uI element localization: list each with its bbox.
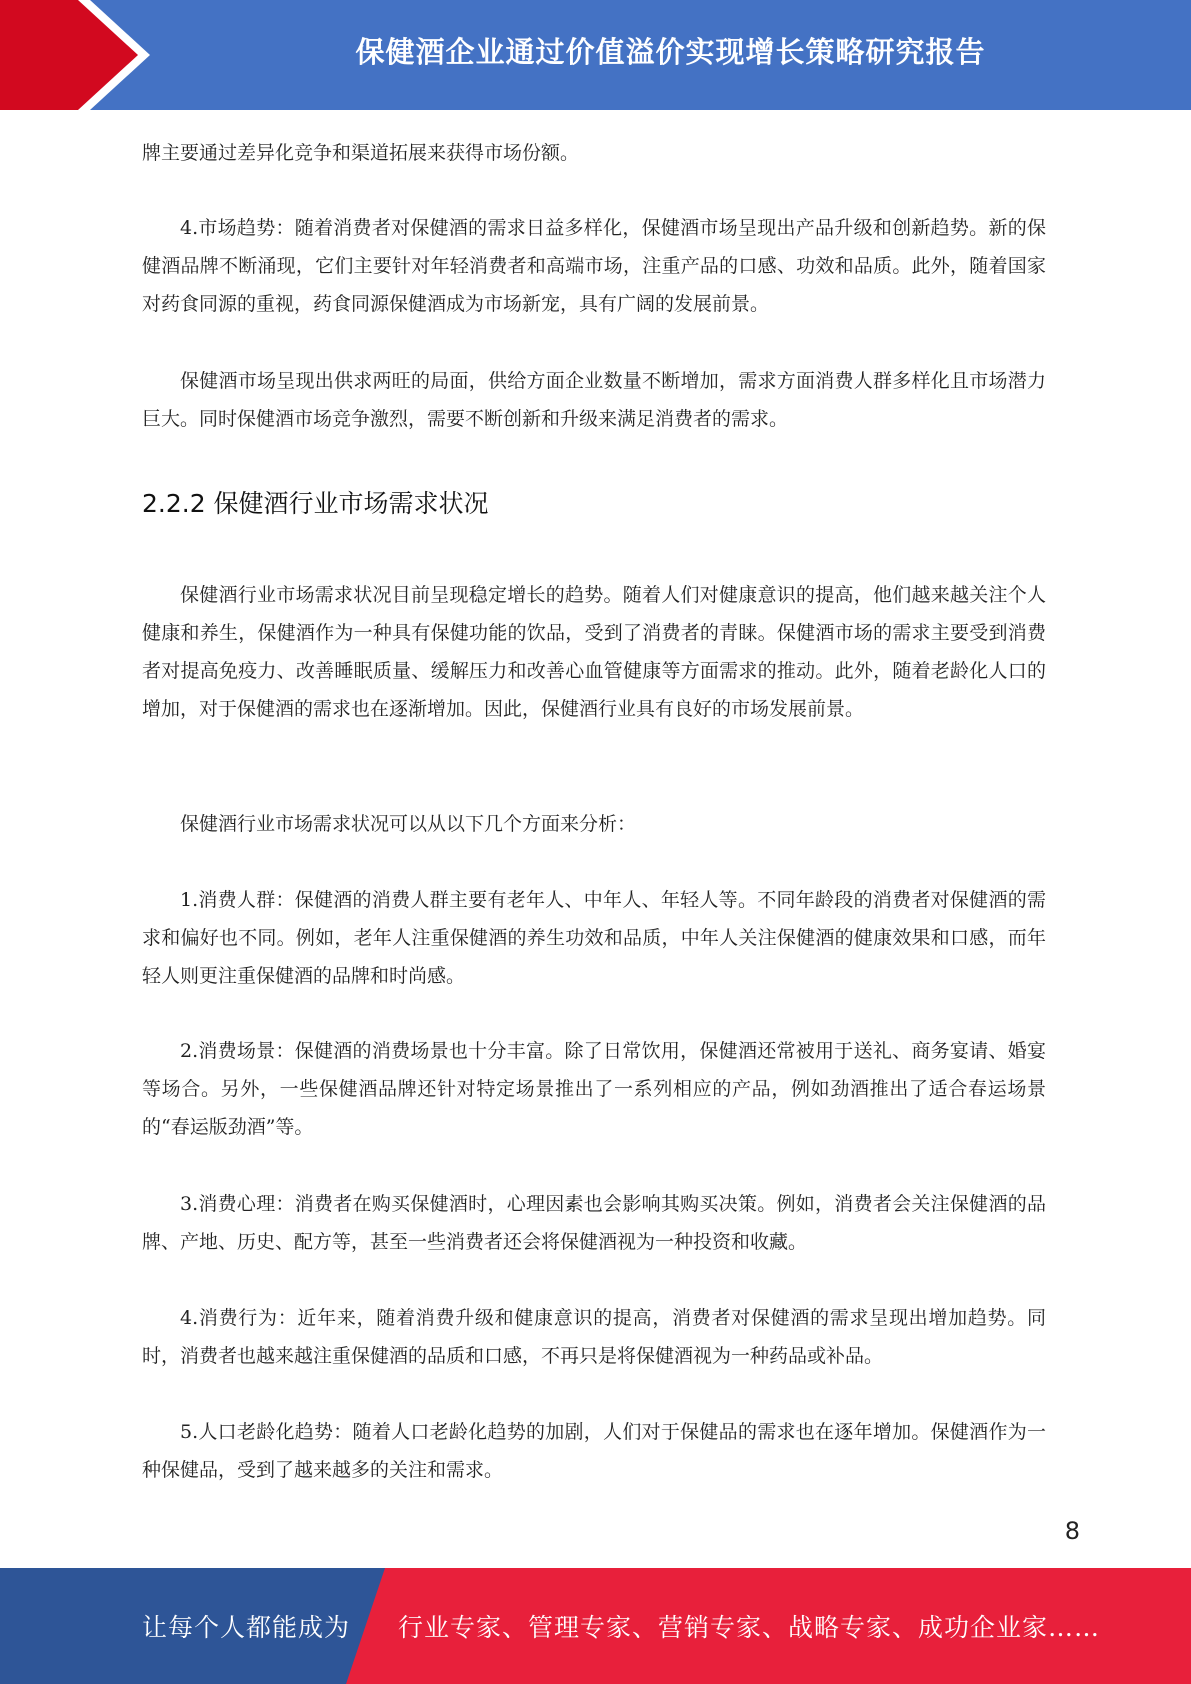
page-header: [0, 0, 1191, 110]
page-footer: [0, 1568, 1191, 1684]
paragraph: 1.消费人群：保健酒的消费人群主要有老年人、中年人、年轻人等。不同年龄段的消费者对保健酒的需求和偏好也不同。例如，老年人注重保健酒的养生功效和品质，中年人关注保健酒的健康效果和口感，而年轻人则更注重保健酒的品牌和时尚感。: [142, 889, 1046, 987]
document-title: 保健酒企业通过价值溢价实现增长策略研究报告: [355, 34, 986, 69]
paragraph: 3.消费心理：消费者在购买保健酒时，心理因素也会影响其购买决策。例如，消费者会关注保健酒的品牌、产地、历史、配方等，甚至一些消费者还会将保健酒视为一种投资和收藏。: [142, 1193, 1046, 1253]
paragraph: 4.市场趋势：随着消费者对保健酒的需求日益多样化，保健酒市场呈现出产品升级和创新趋势。新的保健酒品牌不断涌现，它们主要针对年轻消费者和高端市场，注重产品的口感、功效和品质。此外，随着国家对药食同源的重视，药食同源保健酒成为市场新宠，具有广阔的发展前景。: [142, 217, 1046, 315]
paragraph: 牌主要通过差异化竞争和渠道拓展来获得市场份额。: [142, 142, 580, 164]
paragraph: 保健酒市场呈现出供求两旺的局面，供给方面企业数量不断增加，需求方面消费人群多样化且市场潜力巨大。同时保健酒市场竞争激烈，需要不断创新和升级来满足消费者的需求。: [142, 370, 1046, 430]
paragraph: 4.消费行为：近年来，随着消费升级和健康意识的提高，消费者对保健酒的需求呈现出增加趋势。同时，消费者也越来越注重保健酒的品质和口感，不再只是将保健酒视为一种药品或补品。: [142, 1307, 1046, 1367]
paragraph: 2.消费场景：保健酒的消费场景也十分丰富。除了日常饮用，保健酒还常被用于送礼、商务宴请、婚宴等场合。另外，一些保健酒品牌还针对特定场景推出了一系列相应的产品，例如劲酒推出了适合春运场景的“春运版劲酒”等。: [142, 1040, 1046, 1138]
page-number: 8: [1064, 1517, 1080, 1545]
footer-slogan-right: 行业专家、管理专家、营销专家、战略专家、成功企业家……: [398, 1613, 1101, 1642]
paragraph: 保健酒行业市场需求状况目前呈现稳定增长的趋势。随着人们对健康意识的提高，他们越来越关注个人健康和养生，保健酒作为一种具有保健功能的饮品，受到了消费者的青睐。保健酒市场的需求主要受到消费者对提高免疫力、改善睡眠质量、缓解压力和改善心血管健康等方面需求的推动。此外，随着老龄化人口的增加，对于保健酒的需求也在逐渐增加。因此，保健酒行业具有良好的市场发展前景。: [142, 584, 1046, 720]
paragraph: 5.人口老龄化趋势：随着人口老龄化趋势的加剧，人们对于保健品的需求也在逐年增加。保健酒作为一种保健品，受到了越来越多的关注和需求。: [142, 1421, 1046, 1481]
section-heading: 2.2.2 保健酒行业市场需求状况: [142, 489, 489, 518]
paragraph: 保健酒行业市场需求状况可以从以下几个方面来分析：: [180, 813, 637, 835]
footer-slogan-left: 让每个人都能成为: [142, 1613, 351, 1642]
